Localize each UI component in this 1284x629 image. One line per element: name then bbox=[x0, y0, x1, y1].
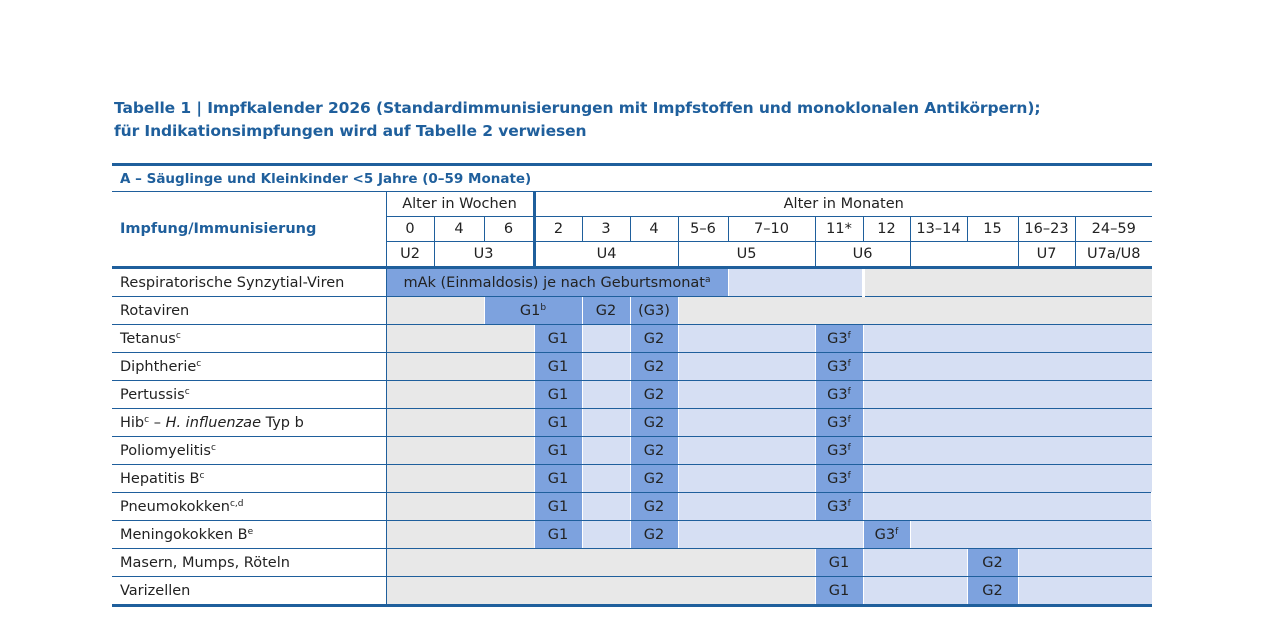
schedule-cell bbox=[386, 465, 534, 493]
schedule-cell bbox=[386, 521, 534, 549]
dose-cell: G2 bbox=[630, 465, 678, 493]
schedule-cell bbox=[678, 521, 863, 549]
schedule-cell bbox=[863, 493, 1152, 521]
schedule-cell bbox=[910, 521, 1152, 549]
table-row bbox=[112, 493, 1152, 521]
schedule-cell bbox=[582, 437, 630, 465]
table-row bbox=[112, 437, 1152, 465]
vaccine-name: Rotaviren bbox=[112, 297, 386, 325]
schedule-cell bbox=[582, 409, 630, 437]
dose-cell: G3$^f$ bbox=[815, 325, 863, 353]
schedule-cell bbox=[386, 577, 815, 606]
vaccine-name: Respiratorische Synzytial-Viren bbox=[112, 268, 386, 297]
dose-cell: G2 bbox=[630, 409, 678, 437]
dose-cell: G3$^f$ bbox=[815, 437, 863, 465]
schedule-cell bbox=[386, 353, 534, 381]
schedule-cell bbox=[582, 465, 630, 493]
age-cell: 5–6 bbox=[678, 217, 728, 242]
schedule-cell bbox=[863, 353, 1152, 381]
vaccine-name: Tetanus$^c$ bbox=[112, 325, 386, 353]
vaccine-name: Meningokokken $B^e$ bbox=[112, 521, 386, 549]
exam-cell bbox=[910, 242, 1018, 268]
vaccine-name: Hepatitis $B^c$ bbox=[112, 465, 386, 493]
table-row bbox=[112, 409, 1152, 437]
schedule-cell bbox=[386, 437, 534, 465]
schedule-cell bbox=[863, 465, 1152, 493]
table-row bbox=[112, 353, 1152, 381]
age-cell: 15 bbox=[967, 217, 1018, 242]
dose-cell: G3$^f$ bbox=[815, 465, 863, 493]
schedule-cell bbox=[1018, 549, 1152, 577]
schedule-cell bbox=[582, 353, 630, 381]
dose-cell: G2 bbox=[630, 493, 678, 521]
exam-cell: U3 bbox=[434, 242, 534, 268]
exam-cell: U7a/U8 bbox=[1075, 242, 1152, 268]
table-row bbox=[112, 577, 1152, 606]
title-line-2: für Indikationsimpfungen wird auf Tabelle 2 verwiesen bbox=[114, 122, 587, 140]
dose-cell: G1 bbox=[534, 521, 582, 549]
age-cell: 16–23 bbox=[1018, 217, 1075, 242]
dose-cell: G2 bbox=[967, 577, 1018, 606]
dose-cell: G1 bbox=[534, 409, 582, 437]
dose-cell: G2 bbox=[967, 549, 1018, 577]
age-cell: 4 bbox=[434, 217, 484, 242]
exam-cell: U5 bbox=[678, 242, 815, 268]
schedule-cell bbox=[582, 493, 630, 521]
schedule-cell bbox=[728, 268, 863, 297]
vaccine-name: Masern, Mumps, Röteln bbox=[112, 549, 386, 577]
age-cell: 7–10 bbox=[728, 217, 815, 242]
dose-cell: G1 bbox=[534, 437, 582, 465]
schedule-cell bbox=[678, 353, 815, 381]
row-label-heading: Impfung/Immunisierung bbox=[112, 192, 386, 268]
table-row bbox=[112, 268, 1152, 297]
age-cell: 24–59 bbox=[1075, 217, 1152, 242]
vaccine-name: Varizellen bbox=[112, 577, 386, 606]
table-row bbox=[112, 521, 1152, 549]
title-line-1: Tabelle 1 | Impfkalender 2026 (Standardimmunisierungen mit Impfstoffen und monoklonalen Antikörpern); bbox=[114, 99, 1041, 117]
age-cell: 13–14 bbox=[910, 217, 967, 242]
schedule-cell bbox=[582, 325, 630, 353]
dose-cell: G3$^f$ bbox=[815, 409, 863, 437]
schedule-cell bbox=[1018, 577, 1152, 606]
vaccine-name: Diphtherie$^c$ bbox=[112, 353, 386, 381]
dose-cell: G2 bbox=[630, 437, 678, 465]
vaccine-name: Hib$^c$ – H. influenzae Typ b bbox=[112, 409, 386, 437]
age-cell: 3 bbox=[582, 217, 630, 242]
schedule-cell bbox=[386, 325, 534, 353]
schedule-cell bbox=[863, 409, 1152, 437]
months-heading: Alter in Monaten bbox=[534, 192, 1152, 217]
table-title bbox=[114, 97, 1040, 143]
weeks-heading: Alter in Wochen bbox=[386, 192, 534, 217]
dose-cell: G2 bbox=[630, 353, 678, 381]
table-row bbox=[112, 549, 1152, 577]
vaccine-name: Poliomyelitis$^c$ bbox=[112, 437, 386, 465]
dose-cell: G3$^f$ bbox=[815, 381, 863, 409]
exam-cell: U6 bbox=[815, 242, 910, 268]
dose-cell: G1 bbox=[534, 353, 582, 381]
schedule-cell bbox=[678, 381, 815, 409]
schedule-cell bbox=[678, 325, 815, 353]
age-cell: 4 bbox=[630, 217, 678, 242]
dose-cell: G2 bbox=[582, 297, 630, 325]
age-cell: 6 bbox=[484, 217, 534, 242]
schedule-cell bbox=[863, 268, 1152, 297]
vaccination-schedule-table bbox=[112, 163, 1152, 607]
dose-cell: G2 bbox=[630, 521, 678, 549]
dose-cell: G1$^b$ bbox=[484, 297, 582, 325]
schedule-cell bbox=[386, 409, 534, 437]
table-row bbox=[112, 381, 1152, 409]
dose-cell: G1 bbox=[534, 465, 582, 493]
table-row bbox=[112, 297, 1152, 325]
dose-cell: G3$^f$ bbox=[815, 353, 863, 381]
dose-cell: (G3) bbox=[630, 297, 678, 325]
age-cell: 12 bbox=[863, 217, 910, 242]
schedule-cell bbox=[678, 297, 1152, 325]
schedule-cell bbox=[678, 493, 815, 521]
dose-cell: G1 bbox=[815, 549, 863, 577]
dose-cell: G1 bbox=[534, 381, 582, 409]
age-cell: 0 bbox=[386, 217, 434, 242]
schedule-cell bbox=[863, 549, 967, 577]
schedule-cell bbox=[386, 493, 534, 521]
exam-cell: U7 bbox=[1018, 242, 1075, 268]
schedule-cell bbox=[386, 297, 484, 325]
schedule-cell bbox=[386, 549, 815, 577]
schedule-cell bbox=[863, 577, 967, 606]
age-cell: 2 bbox=[534, 217, 582, 242]
dose-cell: mAk (Einmaldosis) je nach Geburtsmonat$^a$ bbox=[386, 268, 728, 297]
dose-cell: G3$^f$ bbox=[815, 493, 863, 521]
section-heading: A – Säuglinge und Kleinkinder <5 Jahre (0–59 Monate) bbox=[112, 166, 1152, 192]
schedule-cell bbox=[582, 381, 630, 409]
dose-cell: G1 bbox=[534, 325, 582, 353]
schedule-cell bbox=[582, 521, 630, 549]
schedule-cell bbox=[863, 437, 1152, 465]
schedule-cell bbox=[678, 437, 815, 465]
age-cell: 11* bbox=[815, 217, 863, 242]
dose-cell: G2 bbox=[630, 325, 678, 353]
dose-cell: G2 bbox=[630, 381, 678, 409]
vaccine-name: Pneumokokken$^{c,d}$ bbox=[112, 493, 386, 521]
schedule-cell bbox=[386, 381, 534, 409]
dose-cell: G1 bbox=[815, 577, 863, 606]
exam-cell: U2 bbox=[386, 242, 434, 268]
dose-cell: G3$^f$ bbox=[863, 521, 910, 549]
table-row bbox=[112, 465, 1152, 493]
schedule-cell bbox=[678, 409, 815, 437]
schedule-cell bbox=[863, 325, 1152, 353]
schedule-cell bbox=[678, 465, 815, 493]
dose-cell: G1 bbox=[534, 493, 582, 521]
exam-cell: U4 bbox=[534, 242, 678, 268]
schedule-cell bbox=[863, 381, 1152, 409]
vaccine-name: Pertussis$^c$ bbox=[112, 381, 386, 409]
table-row bbox=[112, 325, 1152, 353]
